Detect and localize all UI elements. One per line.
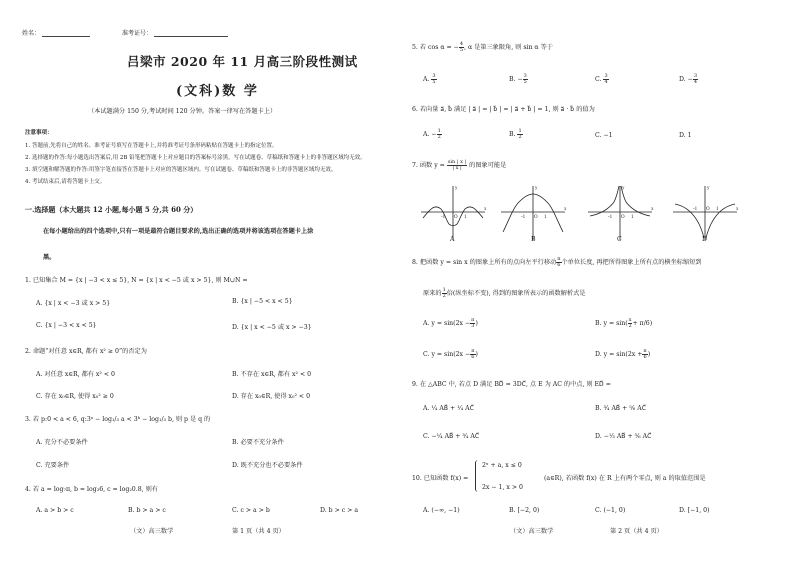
graph-label-b: B <box>531 236 536 243</box>
question-stem: 10. 已知函数 f(x) = <box>412 475 469 482</box>
axis-x-d: x <box>736 207 739 212</box>
option-b: B. 必要不充分条件 <box>232 439 284 446</box>
notice-item: 1. 答题前,先将自己的姓名、准考证号填写在答题卡上,并将准考证号条形码粘贴在答题卡上的指定位置。 <box>25 143 278 149</box>
axis-y-d: y <box>707 186 710 191</box>
tick-origin-d: O <box>706 207 710 212</box>
tick-pos-c: 1 <box>631 215 634 220</box>
option-b: B. ³⁄₄ AB⃗ + ⁵⁄₆ AC⃗ <box>595 405 647 412</box>
option-d: D. − $\frac{3}{4}$ <box>679 73 698 85</box>
exam-note: （本试题满分 150 分,考试时间 120 分钟。答案一律写在答题卡上） <box>88 108 277 115</box>
graph-d <box>673 186 737 240</box>
option-a: A. ¹⁄₄ AB⃗ + ¹⁄₄ AC⃗ <box>423 405 474 412</box>
tick-neg-a: -1 <box>441 215 446 220</box>
option-c: C. c > a > b <box>232 507 270 514</box>
piecewise-brace <box>475 460 480 492</box>
option-d: D. 既不充分也不必要条件 <box>232 462 303 469</box>
option-b: B. − $\frac{3}{5}$ <box>509 73 527 85</box>
graph-label-c: C <box>617 236 622 243</box>
option-a: A. {x | x < −3 或 x > 5} <box>36 300 111 307</box>
option-b: B. y = sin( $\frac{x}{2}$ + π/6) <box>595 317 653 329</box>
question-stem: 7. 函数 y = $\frac{\sin | x |}{| x |}$ 的图象可能是 <box>412 159 507 171</box>
option-c: C. 存在 x₀∈R, 使得 x₀² ≥ 0 <box>36 393 114 400</box>
question-stem-cont: 原来的 $\frac{1}{2}$ 倍(纵坐标不变), 得到的图象所表示的函数解析式是 <box>423 287 586 299</box>
tick-pos-a: 1 <box>464 215 467 220</box>
option-d: D. 存在 x₀∈R, 使得 x₀² < 0 <box>232 393 311 400</box>
axis-x-c: x <box>651 207 654 212</box>
tick-origin-b: O <box>534 215 538 220</box>
option-c: C. −1 <box>595 132 613 139</box>
question-stem: 4. 若 a = log₇π, b = log₃6, c = log₂0.8, 则有 <box>25 486 158 493</box>
tick-neg-c: -1 <box>608 215 613 220</box>
option-a: A. y = sin(2x − $\frac{\pi}{3}$ ) <box>423 317 478 329</box>
option-c: C. {x | −3 < x < 5} <box>36 322 97 329</box>
graph-a <box>421 186 485 240</box>
tick-neg-b: -1 <box>521 215 526 220</box>
footer-page: 第 1 页（共 4 页） <box>232 528 285 535</box>
option-a: A. 对任意 x∈R, 都有 x² < 0 <box>36 371 115 378</box>
question-stem: 1. 已知集合 M = {x | −3 < x ≤ 5}, N = {x | x < −5 或 x > 5}, 则 M∪N = <box>25 277 248 284</box>
tick-pos-b: 1 <box>544 215 547 220</box>
option-c: C. $\frac{3}{4}$ <box>595 73 608 85</box>
question-stem: 6. 若向量 a⃗, b⃗ 满足 | a⃗ | = | b⃗ | = | a⃗ + b⃗ | = 1, 则 a⃗ · b⃗ 的值为 <box>412 106 595 113</box>
id-label: 准考证号： <box>122 28 228 37</box>
tick-pos-d: 1 <box>716 207 719 212</box>
question-stem-cont: (a∈R), 若函数 f(x) 在 R 上有两个零点, 则 a 的取值范围是 <box>544 475 706 482</box>
option-a: A. 充分不必要条件 <box>36 439 88 446</box>
axis-y-b: y <box>535 186 538 191</box>
notice-item: 2. 选择题的作答:每小题选出答案后,用 2B 铅笔把答题卡上对应题目的答案标号涂黑。写在试题卷、草稿纸和答题卡上的非答题区域均无效。 <box>25 155 366 161</box>
graph-b <box>501 186 565 240</box>
graph-c <box>588 186 652 240</box>
tick-origin-c: O <box>621 215 625 220</box>
graph-label-d: D <box>702 236 707 243</box>
notice-item: 4. 考试结束后,请将答题卡上交。 <box>25 179 106 185</box>
question-stem: 9. 在 △ABC 中, 若点 D 满足 BD⃗ = 3DC⃗, 点 E 为 AC 的中点, 则 ED⃗ = <box>412 381 611 388</box>
section-instruction-end: 黑。 <box>43 254 56 261</box>
option-d: D. −¹⁄₃ AB⃗ + ⁵⁄₆ AC⃗ <box>595 433 652 440</box>
option-a: A. (−∞, −1) <box>423 507 460 514</box>
option-a: A. $\frac{3}{5}$ <box>423 73 436 85</box>
section-title: 一.选择题（本大题共 12 小题,每小题 5 分,共 60 分） <box>25 205 198 214</box>
option-c: C. y = sin(2x − $\frac{\pi}{6}$ ) <box>423 348 478 360</box>
option-b: B. b > a > c <box>128 507 166 514</box>
name-label: 姓名： <box>22 28 90 37</box>
question-stem: 5. 若 cos α = − $\frac{4}{5}$ , α 是第三象限角, 则 sin α 等于 <box>412 41 553 53</box>
option-d: D. 1 <box>679 132 692 139</box>
tick-neg-d: -1 <box>693 207 698 212</box>
option-b: B. {x | −5 < x < 5} <box>232 298 293 305</box>
option-b: B. 不存在 x∈R, 都有 x² < 0 <box>232 371 312 378</box>
question-stem: 8. 把函数 y = sin x 的图象上所有的点向左平行移动 $\frac{\pi}{6}$ 个单位长度, 再把所得图象上所有点的横坐标缩短到 <box>412 256 702 268</box>
option-c: C. (−1, 0) <box>595 507 626 514</box>
piecewise-case-2: 2x − 1, x > 0 <box>482 484 523 491</box>
option-c: C. −¹⁄₄ AB⃗ + ³⁄₄ AC⃗ <box>423 433 480 440</box>
option-b: B. $\frac{1}{2}$ <box>509 128 522 140</box>
graph-label-a: A <box>450 236 455 243</box>
notice-item: 3. 填空题和解答题的作答:用签字笔直接答在答题卡上对应的答题区域内。写在试题卷、草稿纸和答题卡上的非答题区域均无效。 <box>25 167 337 173</box>
axis-y-a: y <box>455 186 458 191</box>
axis-x-a: x <box>484 207 487 212</box>
question-stem: 2. 命题“对任意 x∈R, 都有 x² ≥ 0”的否定为 <box>25 348 147 355</box>
page-title: 吕梁市 2020 年 11 月高三阶段性测试 <box>127 54 358 69</box>
section-instruction: 在每小题给出的四个选项中,只有一项是最符合题目要求的,选出正确的选项并将该选项在答题卡上涂 <box>43 228 314 235</box>
tick-origin-a: O <box>454 215 458 220</box>
option-c: C. 充要条件 <box>36 462 70 469</box>
option-d: D. b > c > a <box>320 507 359 514</box>
function-graphs <box>418 180 794 244</box>
option-d: D. y = sin(2x + $\frac{\pi}{6}$ ) <box>595 348 651 360</box>
option-b: B. [−2, 0) <box>509 507 540 514</box>
footer-subject: （文）高三数学 <box>510 528 554 535</box>
axis-y-c: y <box>622 186 625 191</box>
option-d: D. [−1, 0) <box>679 507 710 514</box>
option-a: A. a > b > c <box>36 507 74 514</box>
option-a: A. − $\frac{1}{2}$ <box>423 128 441 140</box>
axis-x-b: x <box>564 207 567 212</box>
footer-subject: （文）高三数学 <box>130 528 174 535</box>
page-subtitle: (文科)数 学 <box>176 84 259 99</box>
option-d: D. {x | x < −5 或 x > −3} <box>232 324 312 331</box>
name-blank <box>42 30 90 37</box>
piecewise-case-1: 2ˣ + a, x ≤ 0 <box>482 462 522 469</box>
notice-heading: 注意事项： <box>25 130 53 136</box>
id-blank <box>154 30 228 37</box>
question-stem: 3. 若 p:0 < a < 6, q:3ᵃ − log₁/₃ a < 3ᵇ − log₁/₃ b, 则 p 是 q 的 <box>25 416 211 423</box>
footer-page: 第 2 页（共 4 页） <box>610 528 663 535</box>
